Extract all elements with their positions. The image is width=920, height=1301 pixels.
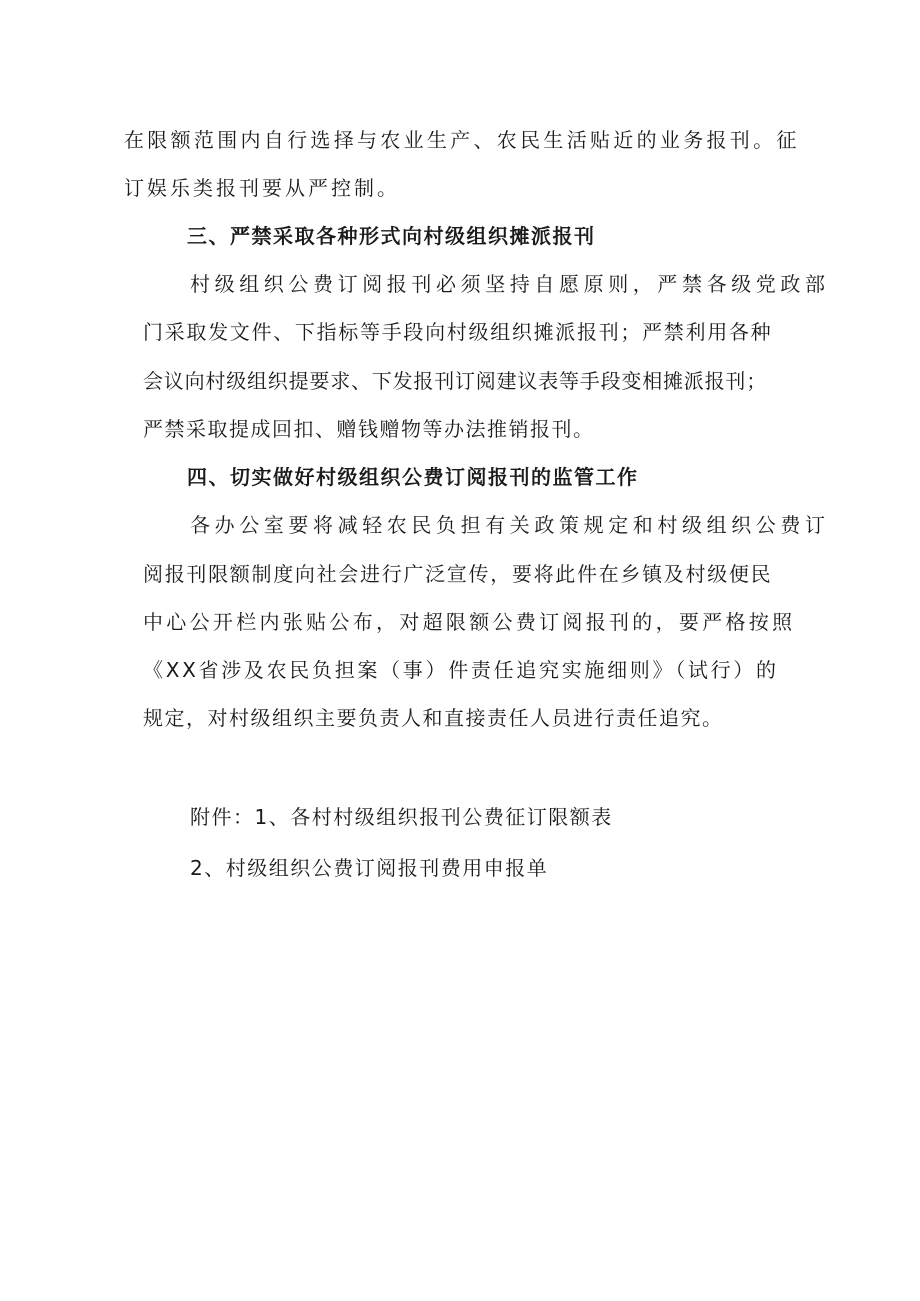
- section3-line-2: 门采取发文件、下指标等手段向村级组织摊派报刊；严禁利用各种: [143, 320, 773, 344]
- section4-line-2: 阅报刊限额制度向社会进行广泛宣传，要将此件在乡镇及村级便民: [143, 562, 773, 586]
- section3-line-4: 严禁采取提成回扣、赠钱赠物等办法推销报刊。: [143, 417, 595, 441]
- intro-line-1: 在限额范围内自行选择与农业生产、农民生活贴近的业务报刊。征: [124, 128, 800, 152]
- attachment-item-1: 附件：1、各村村级组织报刊公费征订限额表: [190, 805, 613, 829]
- attachment-item-2: 2、村级组织公费订阅报刊费用申报单: [190, 856, 549, 880]
- section4-line-4: 《XX省涉及农民负担案（事）件责任追究实施细则》（试行）的: [143, 658, 779, 682]
- section4-heading: 四、切实做好村级组织公费订阅报刊的监管工作: [187, 465, 639, 489]
- section3-heading: 三、严禁采取各种形式向村级组织摊派报刊: [187, 224, 596, 248]
- section4-line-5: 规定，对村级组织主要负责人和直接责任人员进行责任追究。: [143, 706, 724, 730]
- section4-line-1: 各办公室要将减轻农民负担有关政策规定和村级组织公费订: [190, 513, 830, 537]
- intro-line-2: 订娱乐类报刊要从严控制。: [124, 176, 400, 200]
- section3-line-3: 会议向村级组织提要求、下发报刊订阅建议表等手段变相摊派报刊；: [143, 369, 767, 393]
- section4-line-3: 中心公开栏内张贴公布，对超限额公费订阅报刊的，要严格按照: [143, 610, 796, 634]
- section3-line-1: 村级组织公费订阅报刊必须坚持自愿原则，严禁各级党政部: [190, 272, 830, 296]
